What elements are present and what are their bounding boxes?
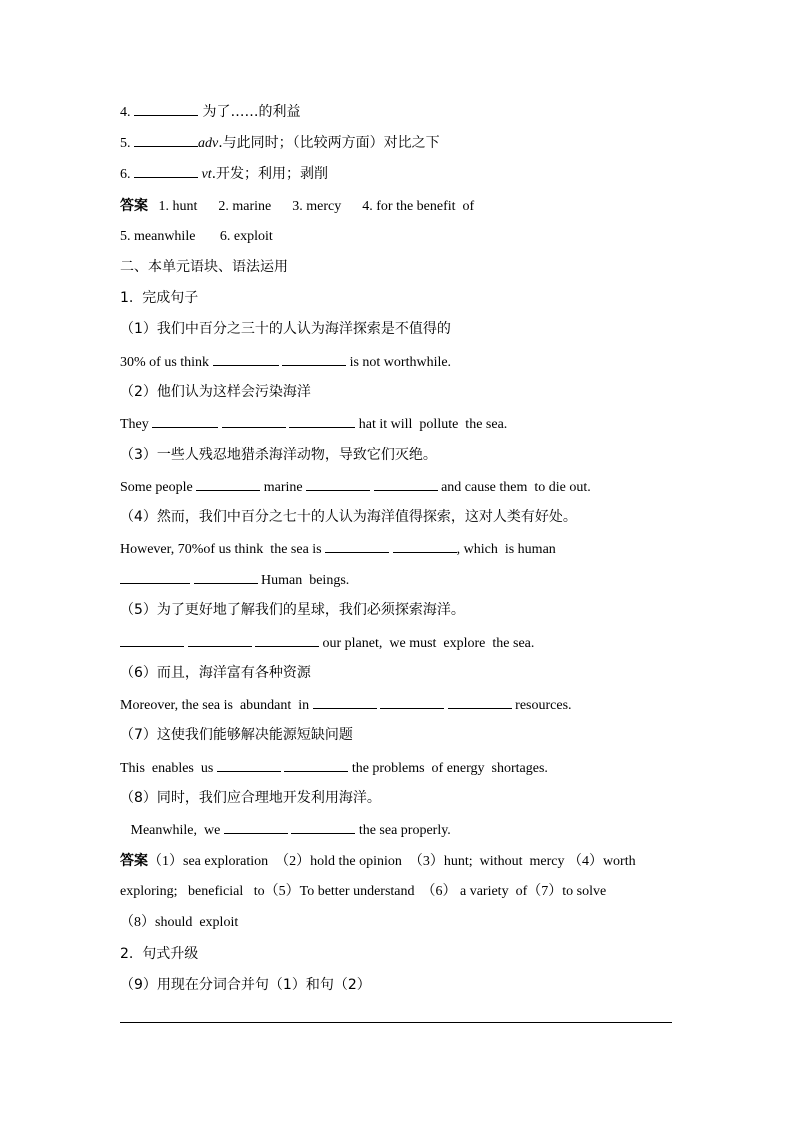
answer-blank[interactable] <box>194 571 258 584</box>
answer-blank[interactable] <box>380 696 444 709</box>
sentence-6-cn: （6）而且，海洋富有各种资源 <box>120 665 311 681</box>
answer-blank[interactable] <box>120 634 184 647</box>
answer-blank[interactable] <box>289 415 355 428</box>
answer-blank[interactable] <box>120 571 190 584</box>
answer-key-vocab-line2: 5. meanwhile 6. exploit <box>120 229 273 244</box>
sentence-9-cn: （9）用现在分词合并句（1）和句（2） <box>120 977 371 993</box>
answer-blank[interactable] <box>152 415 218 428</box>
answer-blank[interactable] <box>134 134 198 147</box>
sentence-7-en: This enables us the problems of energy shortages. <box>120 761 548 776</box>
answer-key-sentences-line3: （8）should exploit <box>120 915 239 930</box>
sentence-3-en: Some people marine and cause them to die out. <box>120 480 591 495</box>
sentence-7-cn: （7）这使我们能够解决能源短缺问题 <box>120 727 353 743</box>
sentence-1-en: 30% of us think is not worthwhile. <box>120 355 452 370</box>
sentence-6-en: Moreover, the sea is abundant in resources. <box>120 698 572 713</box>
sentence-8-en: Meanwhile, we the sea properly. <box>120 823 451 838</box>
sentence-4-en-line2: Human beings. <box>120 571 349 590</box>
answer-blank[interactable] <box>222 415 286 428</box>
sentence-4-en: However, 70%of us think the sea is , which is human <box>120 542 556 557</box>
sentence-8-cn: （8）同时，我们应合理地开发利用海洋。 <box>120 790 381 806</box>
answer-blank[interactable] <box>393 540 457 553</box>
answer-blank[interactable] <box>325 540 389 553</box>
sentence-5-en: our planet, we must explore the sea. <box>120 634 534 653</box>
vocab-item-4: 4. 为了……的利益 <box>120 104 301 120</box>
answer-key-vocab: 答案 1. hunt 2. marine 3. mercy 4. for the benefit of <box>120 198 475 214</box>
sentence-2-en: They hat it will pollute the sea. <box>120 417 508 432</box>
answer-blank[interactable] <box>282 353 346 366</box>
answer-blank[interactable] <box>196 478 260 491</box>
answer-line[interactable] <box>120 1022 672 1023</box>
sentence-1-cn: （1）我们中百分之三十的人认为海洋探索是不值得的 <box>120 321 451 337</box>
answer-blank[interactable] <box>134 103 198 116</box>
answer-blank[interactable] <box>188 634 252 647</box>
sentence-2-cn: （2）他们认为这样会污染海洋 <box>120 384 311 400</box>
answer-key-sentences: 答案（1）sea exploration （2）hold the opinion （3）hunt; without mercy （4）worth <box>120 853 636 869</box>
section-title: 二、本单元语块、语法运用 <box>120 259 288 275</box>
vocab-item-5: 5. adv.与此同时；（比较两方面）对比之下 <box>120 135 440 151</box>
answer-blank[interactable] <box>291 821 355 834</box>
answer-blank[interactable] <box>217 759 281 772</box>
answer-blank[interactable] <box>448 696 512 709</box>
sentence-3-cn: （3）一些人残忍地猎杀海洋动物，导致它们灭绝。 <box>120 447 437 463</box>
answer-key-sentences-line2: exploring; beneficial to（5）To better understand （6） a variety of（7）to solve <box>120 884 607 899</box>
sentence-5-cn: （5）为了更好地了解我们的星球，我们必须探索海洋。 <box>120 602 465 618</box>
answer-blank[interactable] <box>134 165 198 178</box>
answer-blank[interactable] <box>284 759 348 772</box>
answer-blank[interactable] <box>224 821 288 834</box>
sentence-4-cn: （4）然而，我们中百分之七十的人认为海洋值得探索，这对人类有好处。 <box>120 509 577 525</box>
answer-blank[interactable] <box>374 478 438 491</box>
answer-blank[interactable] <box>306 478 370 491</box>
answer-blank[interactable] <box>255 634 319 647</box>
answer-blank[interactable] <box>313 696 377 709</box>
part-title-complete-sentences: 1. 完成句子 <box>120 290 199 306</box>
part-title-sentence-upgrade: 2. 句式升级 <box>120 946 199 962</box>
answer-blank[interactable] <box>213 353 279 366</box>
vocab-item-6: 6. vt.开发；利用；剥削 <box>120 166 329 182</box>
